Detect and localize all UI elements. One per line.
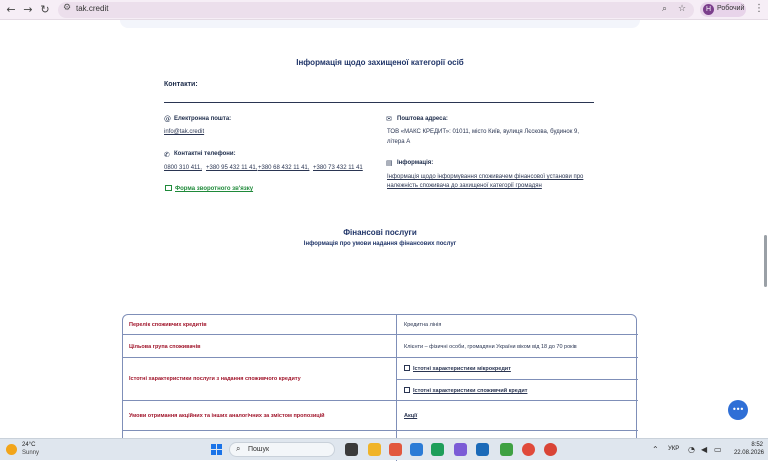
document-icon <box>404 387 410 393</box>
email-label: Електронна пошта: <box>174 116 232 122</box>
battery-icon[interactable]: ▭ <box>714 445 722 454</box>
phone-link-4[interactable]: +380 73 432 11 41 <box>313 165 363 171</box>
email-link[interactable]: info@tak.credit <box>164 129 205 135</box>
info-link-line2[interactable]: належність споживача до захищеної категорії громадян <box>387 183 542 189</box>
windows-start-icon[interactable] <box>211 444 222 455</box>
email-icon: @ <box>164 115 171 123</box>
info-label: Інформація: <box>397 160 434 166</box>
phones-label: Контактні телефони: <box>174 151 236 157</box>
financial-services-title: Фінансові послуги <box>343 228 417 237</box>
divider <box>397 379 638 380</box>
microcredit-characteristics-link[interactable]: Істотні характеристики мікрокредит <box>413 366 511 372</box>
phone-link-2[interactable]: +380 95 432 11 41, <box>206 165 258 171</box>
site-info-icon[interactable]: ⚙ <box>63 3 72 13</box>
web-page <box>0 20 768 438</box>
table-row <box>123 358 638 401</box>
torrent-icon[interactable] <box>500 443 513 456</box>
temperature: 24°C <box>22 442 36 448</box>
document-icon: ▤ <box>386 159 393 167</box>
phone-link-1[interactable]: 0800 310 411, <box>164 165 202 171</box>
edge-icon[interactable] <box>410 443 423 456</box>
forward-icon[interactable]: → <box>23 3 33 16</box>
row-label: Істотні характеристики послуги з надання споживчого кредиту <box>129 376 301 382</box>
scrollbar[interactable] <box>764 235 767 287</box>
mail-envelope-icon: ✉ <box>386 115 392 123</box>
phone-icon: ✆ <box>164 151 170 159</box>
row-label: Умови отримання акційних та інших аналогічних за змістом пропозицій <box>129 413 325 419</box>
header-band <box>120 20 640 28</box>
address-bar[interactable] <box>58 2 694 18</box>
divider <box>164 102 594 103</box>
table-row <box>123 335 638 358</box>
promotions-link[interactable]: Акції <box>404 413 418 419</box>
outlook-icon[interactable] <box>476 443 489 456</box>
taskbar-search[interactable] <box>229 442 335 457</box>
bookmark-star-icon[interactable]: ☆ <box>678 4 687 14</box>
sun-icon[interactable] <box>6 444 17 455</box>
chevron-up-icon[interactable]: ⌃ <box>652 445 659 454</box>
browser-toolbar <box>0 0 768 20</box>
contacts-label: Контакти: <box>164 81 198 88</box>
chat-widget-button[interactable] <box>728 400 748 420</box>
table-row <box>123 401 638 431</box>
reload-icon[interactable]: ↻ <box>40 3 50 16</box>
row-value: Клієнти – фізичні особи, громадяни України віком від 18 до 70 років <box>404 344 577 350</box>
info-link-line1[interactable]: Інформація щодо інформування споживачем фінансової установи про <box>387 174 584 180</box>
wifi-icon[interactable]: ◔ <box>688 445 695 454</box>
row-label: Цільова група споживачів <box>129 344 201 350</box>
weather-condition: Sunny <box>22 450 40 456</box>
phone-link-3[interactable]: +380 68 432 11 41, <box>258 165 310 171</box>
profile-label: Робочий <box>717 5 745 12</box>
search-placeholder: Пошук <box>248 446 270 453</box>
feedback-icon <box>165 185 172 191</box>
task-view-icon[interactable] <box>345 443 358 456</box>
row-value: Кредитна лінія <box>404 322 442 328</box>
browser-menu-icon[interactable]: ⋮ <box>754 3 764 14</box>
financial-services-subtitle: Інформація про умови надання фінансових послуг <box>303 241 457 247</box>
chat-icon: ••• <box>732 405 744 414</box>
file-explorer-icon[interactable] <box>368 443 381 456</box>
volume-icon[interactable]: ◀ <box>701 445 708 454</box>
consumer-credit-characteristics-link[interactable]: Істотні характеристики споживчий кредит <box>413 388 528 394</box>
postal-address-line1: ТОВ «МАКС КРЕДИТ»: 01011, місто Київ, вулиця Лєскова, будинок 9, <box>387 129 580 135</box>
teams-icon[interactable] <box>454 443 467 456</box>
row-label: Перелік споживчих кредитів <box>129 322 207 328</box>
clock-date[interactable]: 22.08.2026 <box>733 450 764 456</box>
back-icon[interactable]: ← <box>6 3 16 16</box>
protected-category-title: Інформація щодо захищеної категорії осіб <box>296 58 464 67</box>
search-icon: ⌕ <box>236 444 241 453</box>
taskbar <box>0 438 768 460</box>
document-icon <box>404 365 410 371</box>
zoom-icon[interactable]: ⌕ <box>662 4 668 14</box>
chrome-icon[interactable] <box>522 443 535 456</box>
language-indicator[interactable]: УКР <box>668 446 680 452</box>
feedback-form-link[interactable]: Форма зворотного зв'язку <box>175 186 254 192</box>
postal-label: Поштова адреса: <box>397 116 448 122</box>
chrome-profile-icon[interactable] <box>544 443 557 456</box>
postal-address-line2: літера А <box>387 139 411 145</box>
profile-button[interactable] <box>700 2 746 17</box>
clock-time[interactable]: 8:52 <box>751 442 763 448</box>
store-icon[interactable] <box>431 443 444 456</box>
table-row <box>123 315 638 335</box>
url-text: tak.credit <box>76 4 109 13</box>
avatar: Н <box>703 4 714 15</box>
office-icon[interactable] <box>389 443 402 456</box>
services-table <box>122 314 637 454</box>
